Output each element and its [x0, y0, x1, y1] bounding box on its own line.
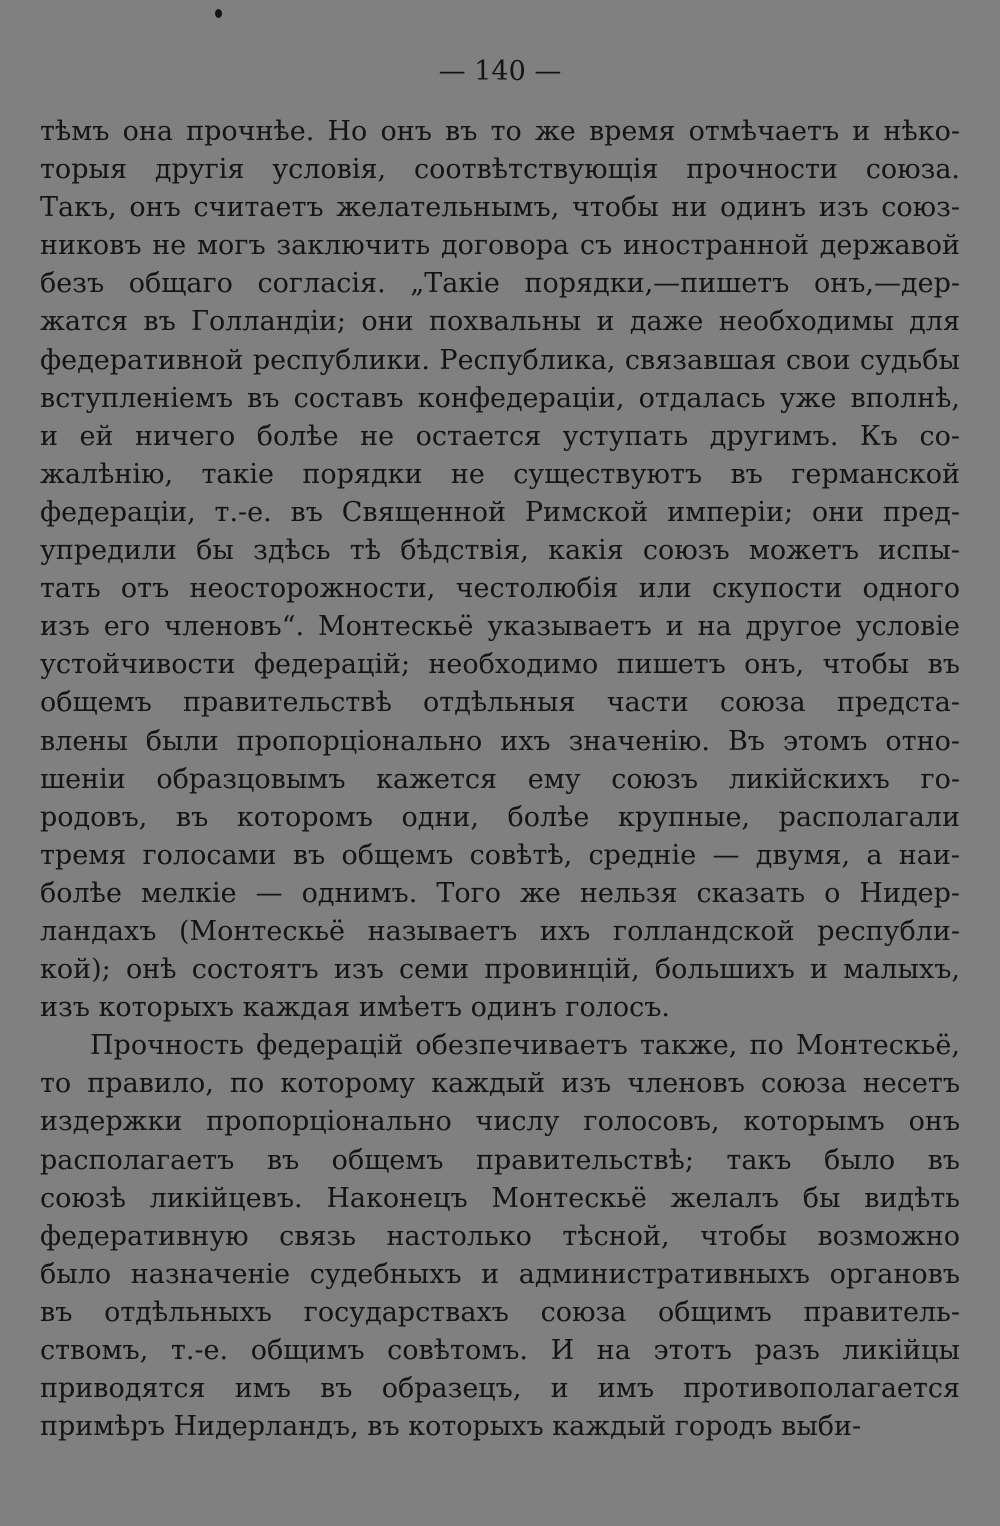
text-line: упредили бы здѣсь тѣ бѣдствія, какія союзъ можетъ испы-: [40, 535, 960, 567]
ink-dot-mark: [215, 9, 222, 18]
text-line: торыя другія условія, соотвѣтствующія прочности союза.: [40, 154, 960, 186]
text-line: никовъ не могъ заключить договора съ иностранной державой: [40, 230, 960, 262]
text-line: ствомъ, т.-е. общимъ совѣтомъ. И на этотъ разъ ликійцы: [40, 1335, 960, 1366]
text-line: ландахъ (Монтескьё называетъ ихъ голландской республи-: [40, 915, 960, 947]
text-line: общемъ правительствѣ отдѣльныя части союза предста-: [40, 687, 960, 719]
text-line: было назначеніе судебныхъ и административныхъ органовъ: [40, 1258, 960, 1290]
text-line: вступленіемъ въ составъ конфедераціи, отдалась уже вполнѣ,: [40, 382, 960, 414]
text-line: Такъ, онъ считаетъ желательнымъ, чтобы ни одинъ изъ союз-: [40, 192, 960, 224]
text-line: изъ его членовъ“. Монтескьё указываетъ и на другое условіе: [40, 611, 960, 643]
text-line: федеративную связь настолько тѣсной, чтобы возможно: [40, 1220, 960, 1252]
text-line: тремя голосами въ общемъ совѣтѣ, средніе — двумя, а наи-: [40, 839, 960, 871]
text-line: кой); онѣ состоятъ изъ семи провинцій, большихъ и малыхъ,: [40, 954, 960, 986]
text-line: издержки пропорціонально числу голосовъ, которымъ онъ: [40, 1106, 960, 1138]
page-number: — 140 —: [438, 56, 562, 87]
text-line: федеративной республики. Республика, связавшая свои судьбы: [40, 344, 960, 376]
text-line: союзѣ ликійцевъ. Наконецъ Монтескьё желалъ бы видѣть: [40, 1182, 960, 1214]
body-text: [40, 113, 960, 1446]
text-line: родовъ, въ которомъ одни, болѣе крупные, располагали: [40, 801, 960, 833]
text-line: приводятся имъ въ образецъ, и имъ противополагается: [40, 1373, 960, 1405]
text-line: болѣе мелкіе — однимъ. Того же нельзя сказать о Нидер-: [40, 877, 960, 909]
text-line: федераціи, т.-е. въ Священной Римской имперіи; они пред-: [40, 496, 960, 528]
text-line: въ отдѣльныхъ государствахъ союза общимъ правитель-: [40, 1296, 960, 1328]
text-line: влены были пропорціонально ихъ значенію. Въ этомъ отно-: [40, 725, 960, 757]
text-line: то правило, по которому каждый изъ членовъ союза несетъ: [40, 1068, 960, 1100]
text-line: Прочность федерацій обезпечиваетъ также, по Монтескьё,: [90, 1030, 960, 1062]
text-line: жатся въ Голландіи; они похвальны и даже необходимы для: [40, 306, 960, 338]
text-line: тать отъ неосторожности, честолюбія или скупости одного: [40, 573, 960, 605]
text-line: и ей ничего болѣе не остается уступать другимъ. Къ со-: [40, 420, 960, 452]
text-line: примѣръ Нидерландъ, въ которыхъ каждый городъ выби-: [40, 1411, 862, 1443]
text-line: жалѣнію, такіе порядки не существуютъ въ германской: [40, 458, 960, 490]
text-line: устойчивости федерацій; необходимо пишетъ онъ, чтобы въ: [40, 649, 960, 681]
text-line: изъ которыхъ каждая имѣетъ одинъ голосъ.: [40, 992, 670, 1024]
text-line: тѣмъ она прочнѣе. Но онъ въ то же время отмѣчаетъ и нѣко-: [40, 116, 960, 147]
text-line: располагаетъ въ общемъ правительствѣ; такъ было въ: [40, 1144, 960, 1176]
text-line: шеніи образцовымъ кажется ему союзъ ликійскихъ го-: [40, 763, 960, 795]
text-line: безъ общаго согласія. „Такіе порядки,—пишетъ онъ,—дер-: [40, 268, 960, 300]
